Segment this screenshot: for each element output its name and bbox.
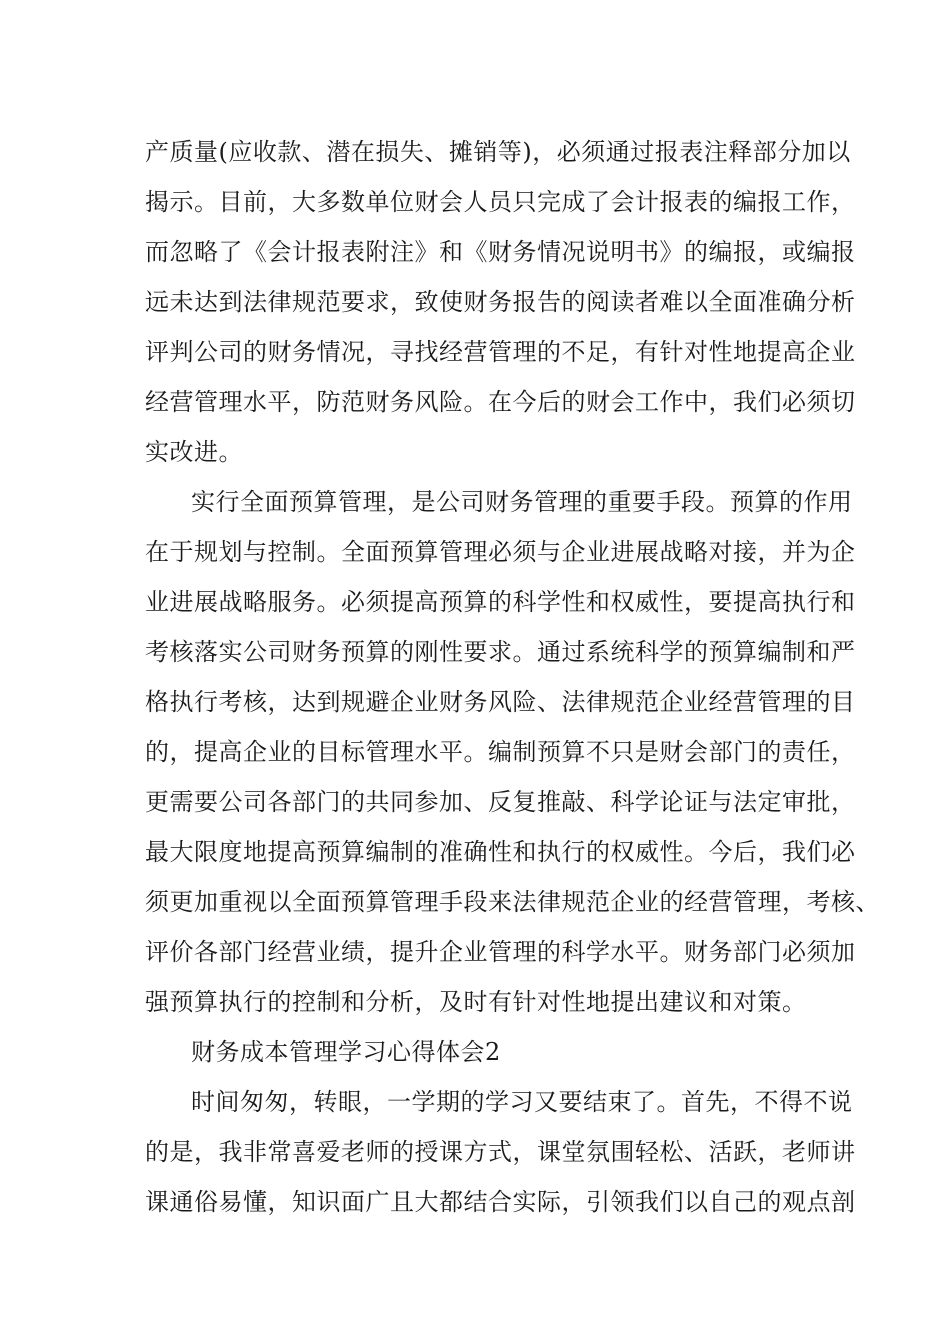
- paragraph-2-line-6: 的，提高企业的目标管理水平。编制预算不只是财会部门的责任，: [145, 738, 856, 766]
- paragraph-1-line-1: 产质量(应收款、潜在损失、摊销等)，必须通过报表注释部分加以: [145, 138, 851, 166]
- paragraph-1-line-3: 而忽略了《会计报表附注》和《财务情况说明书》的编报，或编报: [145, 238, 856, 266]
- paragraph-2-line-5: 格执行考核，达到规避企业财务风险、法律规范企业经营管理的目: [145, 688, 856, 716]
- paragraph-1-line-5: 评判公司的财务情况，寻找经营管理的不足，有针对性地提高企业: [145, 338, 856, 366]
- paragraph-1-line-4: 远未达到法律规范要求，致使财务报告的阅读者难以全面准确分析: [145, 288, 856, 316]
- paragraph-2-line-3: 业进展战略服务。必须提高预算的科学性和权威性，要提高执行和: [145, 588, 856, 616]
- paragraph-2-line-4: 考核落实公司财务预算的刚性要求。通过系统科学的预算编制和严: [145, 638, 856, 666]
- paragraph-3-line-3: 课通俗易懂，知识面广且大都结合实际，引领我们以自己的观点剖: [145, 1188, 856, 1216]
- paragraph-2-line-2: 在于规划与控制。全面预算管理必须与企业进展战略对接，并为企: [145, 538, 856, 566]
- paragraph-1-line-6: 经营管理水平，防范财务风险。在今后的财会工作中，我们必须切: [145, 388, 856, 416]
- paragraph-2-line-10: 评价各部门经营业绩，提升企业管理的科学水平。财务部门必须加: [145, 938, 856, 966]
- section-heading: 财务成本管理学习心得体会2: [191, 1038, 501, 1066]
- paragraph-2-line-11: 强预算执行的控制和分析，及时有针对性地提出建议和对策。: [145, 988, 807, 1016]
- paragraph-2-line-7: 更需要公司各部门的共同参加、反复推敲、科学论证与法定审批，: [145, 788, 856, 816]
- paragraph-2-line-9: 须更加重视以全面预算管理手段来法律规范企业的经营管理，考核、: [145, 888, 880, 916]
- paragraph-2-line-8: 最大限度地提高预算编制的准确性和执行的权威性。今后，我们必: [145, 838, 856, 866]
- paragraph-3-line-2: 的是，我非常喜爱老师的授课方式，课堂氛围轻松、活跃，老师讲: [145, 1138, 856, 1166]
- paragraph-2-line-1: 实行全面预算管理，是公司财务管理的重要手段。预算的作用: [191, 488, 853, 516]
- paragraph-1-line-7: 实改进。: [145, 438, 243, 466]
- paragraph-1-line-2: 揭示。目前，大多数单位财会人员只完成了会计报表的编报工作，: [145, 188, 856, 216]
- paragraph-3-line-1: 时间匆匆，转眼，一学期的学习又要结束了。首先，不得不说: [191, 1088, 853, 1116]
